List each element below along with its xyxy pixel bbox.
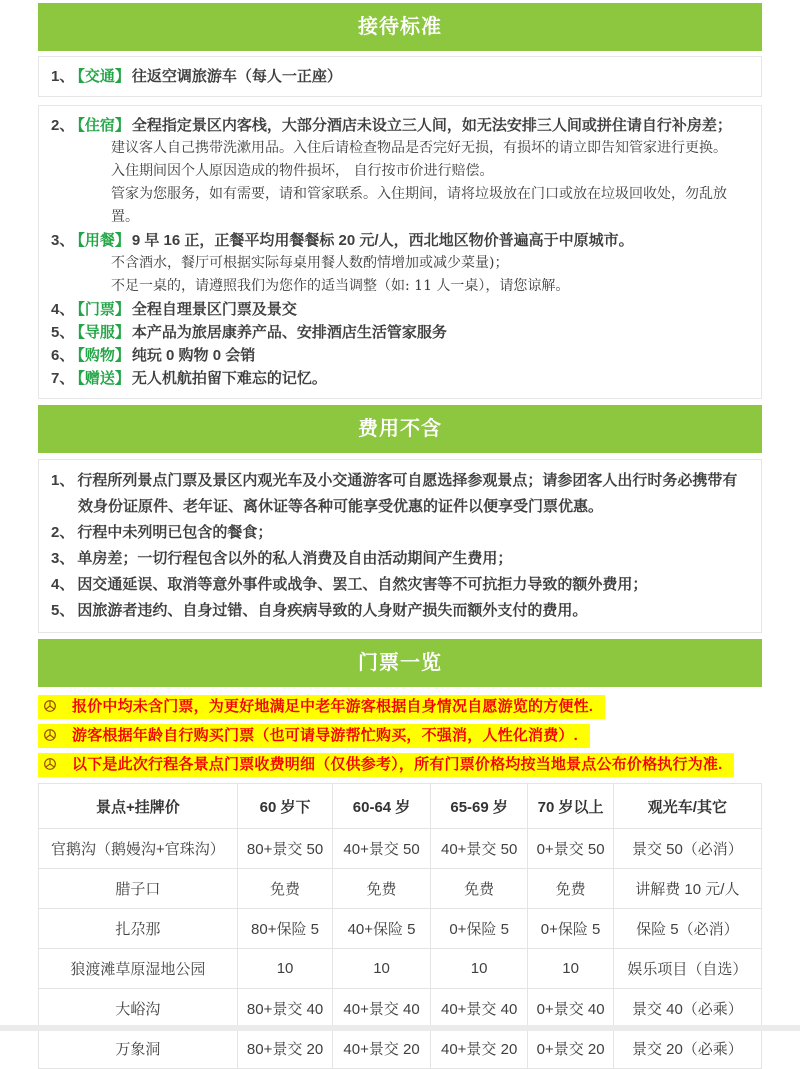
table-row [39,829,762,869]
note-text: 游客根据年龄自行购买门票（也可请导游帮忙购买，不强消，人性化消费）. [72,727,578,744]
list-item [51,298,749,321]
scenic-spot-name: 腊子口 [39,869,238,909]
price-cell: 80+景交 20 [237,1029,332,1069]
item-text: 行程所列景点门票及景区内观光车及小交通游客可自愿选择参观景点；请参团客人出行时务必携带有效身份证原件、老年证、离休证等各种可能享受优惠的证件以便享受门票优惠。 [77,472,738,515]
price-cell: 40+景交 50 [333,829,431,869]
price-cell: 10 [430,949,528,989]
scenic-spot-name: 狼渡滩草原湿地公园 [39,949,238,989]
list-item [51,344,749,367]
item-text: 全程自理景区门票及景交 [131,301,297,318]
note-text: 以下是此次行程各景点门票收费明细（仅供参考），所有门票价格均按当地景点公布价格执行为准. [72,756,723,773]
scenic-spot-name: 官鹅沟（鹅嫚沟+官珠沟） [39,829,238,869]
item-subnote: 入住期间因个人原因造成的物件损坏， 自行按市价进行赔偿。 [111,163,494,179]
price-cell: 免费 [237,869,332,909]
price-cell: 0+保险 5 [430,909,528,949]
column-header: 70 岁以上 [528,784,613,829]
wheel-clock-icon [43,728,57,742]
price-cell: 10 [528,949,613,989]
price-cell: 免费 [333,869,431,909]
price-cell: 0+景交 50 [528,829,613,869]
item-text: 本产品为旅居康养产品、安排酒店生活管家服务 [131,324,447,341]
item-category-label: 【导服】 [77,324,130,341]
item-text: 全程指定景区内客栈，大部分酒店未设立三人间，如无法安排三人间或拼住请自行补房差； [131,117,732,134]
item-subnote: 建议客人自己携带洗漱用品。入住后请检查物品是否完好无损，有损坏的请立即告知管家进行更换。 [111,140,727,156]
table-row [39,1029,762,1069]
section-title: 接待标准 [358,16,442,38]
list-item [51,65,749,88]
list-item [51,520,749,546]
item-text: 因旅游者违约、自身过错、自身疾病导致的人身财产损失而额外支付的费用。 [77,602,588,619]
item-text: 因交通延误、取消等意外事件或战争、罢工、自然灾害等不可抗拒力导致的额外费用； [77,576,648,593]
item-category-label: 【门票】 [77,301,130,318]
reception-items-box [38,105,762,399]
item-subnote: 不足一桌的，请遵照我们为您作的适当调整（如: 11 人一桌），请您谅解。 [111,278,570,294]
price-cell: 0+保险 5 [528,909,613,949]
price-cell: 40+保险 5 [333,909,431,949]
ticket-note-line [38,695,762,719]
scenic-spot-name: 万象洞 [39,1029,238,1069]
list-item [51,229,749,252]
price-cell: 免费 [430,869,528,909]
price-cell: 10 [237,949,332,989]
table-row [39,909,762,949]
price-cell: 景交 40（必乘） [613,989,761,1029]
page-bottom-edge [0,1025,800,1031]
list-item [51,321,749,344]
item-text: 纯玩 0 购物 0 会销 [131,347,256,364]
item-text: 无人机航拍留下难忘的记忆。 [131,370,327,387]
list-item [51,367,749,390]
item-text: 往返空调旅游车（每人一正座） [131,68,342,85]
item-category-label: 【交通】 [77,68,130,85]
ticket-note-line [38,753,762,777]
item-text: 单房差；一切行程包含以外的私人消费及自由活动期间产生费用； [77,550,513,567]
table-header-row [39,784,762,829]
price-cell: 40+景交 40 [430,989,528,1029]
scenic-spot-name: 扎尕那 [39,909,238,949]
section-header-reception [38,3,762,51]
price-cell: 保险 5（必消） [613,909,761,949]
price-cell: 0+景交 40 [528,989,613,1029]
item-number: 3、 [51,550,75,567]
item-category-label: 【用餐】 [77,232,130,249]
price-cell: 景交 50（必消） [613,829,761,869]
item-number: 7、 [51,370,75,387]
price-cell: 80+保险 5 [237,909,332,949]
item-number: 5、 [51,324,75,341]
item-number: 1、 [51,472,75,489]
price-cell: 讲解费 10 元/人 [613,869,761,909]
item-subnote: 不含酒水，餐厅可根据实际每桌用餐人数酌情增加或减少菜量)； [111,255,509,271]
item-text: 9 早 16 正，正餐平均用餐餐标 20 元/人，西北地区物价普遍高于中原城市。 [131,232,634,249]
item-category-label: 【住宿】 [77,117,130,134]
item-number: 5、 [51,602,75,619]
item-number: 4、 [51,576,75,593]
highlighted-note [38,724,590,748]
price-cell: 40+景交 20 [430,1029,528,1069]
section-header-fees-excluded [38,405,762,453]
item-number: 3、 [51,232,75,249]
ticket-notes [38,695,762,777]
item-number: 2、 [51,524,75,541]
fees-excluded-box [38,459,762,633]
list-item [51,468,749,520]
item-text: 行程中未列明已包含的餐食； [77,524,273,541]
table-row [39,949,762,989]
price-cell: 80+景交 40 [237,989,332,1029]
reception-item-box-1 [38,56,762,97]
column-header: 景点+挂牌价 [39,784,238,829]
item-subnote: 管家为您服务，如有需要，请和管家联系。入住期间，请将垃圾放在门口或放在垃圾回收处，勿乱放置。 [111,186,727,225]
item-number: 2、 [51,117,75,134]
column-header: 观光车/其它 [613,784,761,829]
price-cell: 10 [333,949,431,989]
list-item [51,598,749,624]
price-cell: 40+景交 40 [333,989,431,1029]
price-cell: 娱乐项目（自选） [613,949,761,989]
highlighted-note [38,753,734,777]
item-number: 1、 [51,68,75,85]
list-item [51,572,749,598]
section-title: 费用不含 [358,418,442,440]
list-item [51,114,749,137]
column-header: 65-69 岁 [430,784,528,829]
wheel-clock-icon [43,757,57,771]
price-cell: 40+景交 50 [430,829,528,869]
price-cell: 景交 20（必乘） [613,1029,761,1069]
ticket-note-line [38,724,762,748]
scenic-spot-name: 大峪沟 [39,989,238,1029]
table-row [39,989,762,1029]
price-cell: 0+景交 20 [528,1029,613,1069]
column-header: 60-64 岁 [333,784,431,829]
column-header: 60 岁下 [237,784,332,829]
section-header-tickets [38,639,762,687]
item-number: 4、 [51,301,75,318]
table-row [39,869,762,909]
item-number: 6、 [51,347,75,364]
price-cell: 40+景交 20 [333,1029,431,1069]
wheel-clock-icon [43,699,57,713]
list-item [51,546,749,572]
item-category-label: 【购物】 [77,347,130,364]
price-cell: 免费 [528,869,613,909]
highlighted-note [38,695,605,719]
item-category-label: 【赠送】 [77,370,130,387]
price-cell: 80+景交 50 [237,829,332,869]
note-text: 报价中均未含门票，为更好地满足中老年游客根据自身情况自愿游览的方便性. [72,698,594,715]
section-title: 门票一览 [358,652,442,674]
